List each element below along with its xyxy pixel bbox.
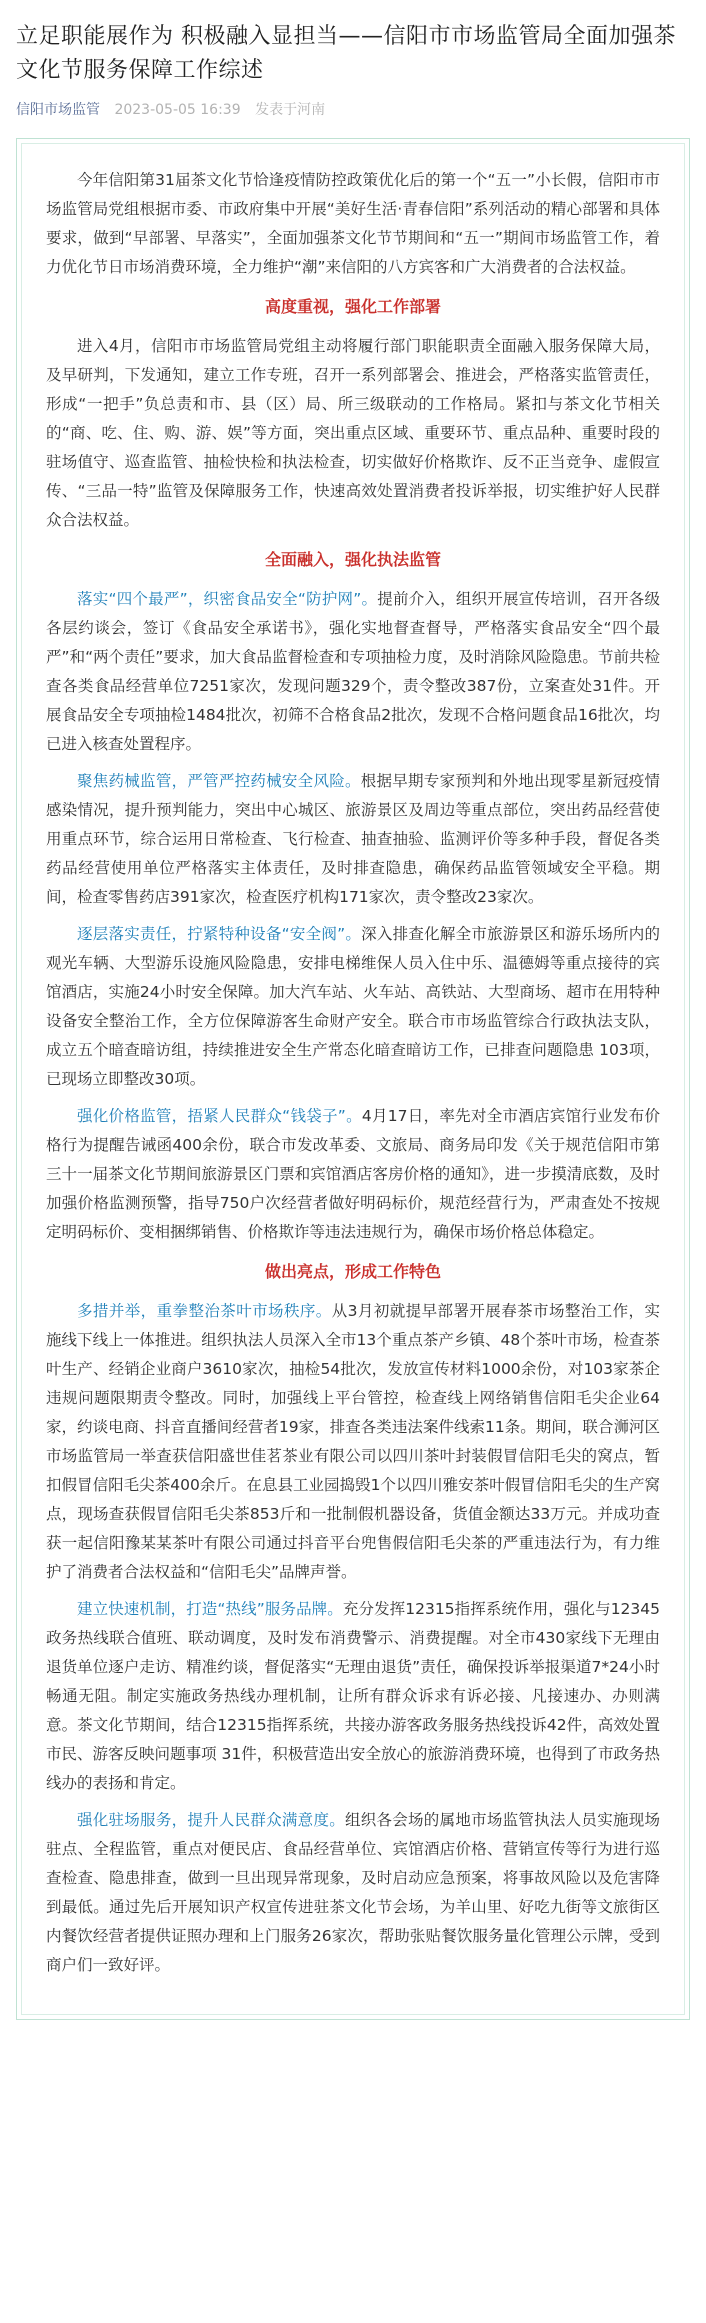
paragraph-text: 提前介入，组织开展宣传培训，召开各级各层约谈会，签订《食品安全承诺书》，强化实地督查督导，严格落实食品安全“四个最严”和“两个责任”要求，加大食品监督检查和专项抽检力度，及时消除风险隐患。节前共检查各类食品经营单位7251家次，发现问题329个，责令整改387份，立案查处31件。开展食品安全专项抽检1484批次，初筛不合格食品2批次，发现不合格问题食品16批次，均已进入核查处置程序。 <box>46 590 660 753</box>
paragraph-lead: 多措并举，重拳整治茶叶市场秩序。 <box>77 1302 332 1320</box>
paragraph-text: 从3月初就提早部署开展春茶市场整治工作，实施线下线上一体推进。组织执法人员深入全市13个重点茶产乡镇、48个茶叶市场，检查茶叶生产、经销企业商户3610家次，抽检54批次，发放宣传材料1000余份，对103家茶企违规问题限期责令整改。同时，加强线上平台管控，检查线上网络销售信阳毛尖企业64家，约谈电商、抖音直播间经营者19家，排查各类违法案件线索11条。期间，联合浉河区市场监管局一举查获信阳盛世佳茗茶业有限公司以四川茶叶封装假冒信阳毛尖的窝点，暂扣假冒信阳毛尖茶400余斤。在息县工业园捣毁1个以四川雅安茶叶假冒信阳毛尖的生产窝点，现场查获假冒信阳毛尖茶853斤和一批制假机器设备，货值金额达33万元。并成功查获一起信阳豫某某茶叶有限公司通过抖音平台兜售假信阳毛尖茶的严重违法行为，有力维护了消费者合法权益和“信阳毛尖”品牌声誉。 <box>46 1302 660 1581</box>
paragraph-text: 充分发挥12315指挥系统作用，强化与12345政务热线联合值班、联动调度，及时发布消费警示、消费提醒。对全市430家线下无理由退货单位逐户走访、精准约谈，督促落实“无理由退货”责任，确保投诉举报渠道7*24小时畅通无阻。制定实施政务热线办理机制，让所有群众诉求有诉必接、凡接速办、办则满意。茶文化节期间，结合12315指挥系统，共接办游客政务服务热线投诉42件，高效处置市民、游客反映问题事项 31件，积极营造出安全放心的旅游消费环境，也得到了市政务热线办的表扬和肯定。 <box>46 1600 660 1792</box>
paragraph-text: 组织各会场的属地市场监管执法人员实施现场驻点、全程监管，重点对便民店、食品经营单位、宾馆酒店价格、营销宣传等行为进行巡查检查、隐患排查，做到一旦出现异常现象，及时启动应急预案，将事故风险以及危害降到最低。通过先后开展知识产权宣传进驻茶文化节会场，为羊山里、好吃九街等文旅街区内餐饮经营者提供证照办理和上门服务26家次，帮助张贴餐饮服务量化管理公示牌，受到商户们一致好评。 <box>46 1811 660 1974</box>
body-paragraph <box>46 585 660 759</box>
paragraph-lead: 聚焦药械监管，严管严控药械安全风险。 <box>77 772 361 790</box>
paragraph-lead: 落实“四个最严”，织密食品安全“防护网”。 <box>77 590 378 608</box>
article-body <box>21 143 685 2015</box>
paragraph-text: 深入排查化解全市旅游景区和游乐场所内的观光车辆、大型游乐设施风险隐患，安排电梯维保人员入住中乐、温德姆等重点接待的宾馆酒店，实施24小时安全保障。加大汽车站、火车站、高铁站、大型商场、超市在用特种设备安全整治工作，全方位保障游客生命财产安全。联合市市场监管综合行政执法支队，成立五个暗查暗访组，持续推进安全生产常态化暗查暗访工作，已排查问题隐患 103项，已现场立即整改30项。 <box>46 925 660 1088</box>
section-heading: 全面融入，强化执法监管 <box>264 550 441 569</box>
paragraph-text: 根据早期专家预判和外地出现零星新冠疫情感染情况，提升预判能力，突出中心城区、旅游景区及周边等重点部位，突出药品经营使用重点环节，综合运用日常检查、飞行检查、抽查抽验、监测评价等多种手段，督促各类药品经营使用单位严格落实主体责任，及时排查隐患，确保药品监管领域安全平稳。期间，检查零售药店391家次，检查医疗机构171家次，责令整改23家次。 <box>46 772 660 906</box>
paragraph-text: 进入4月，信阳市市场监管局党组主动将履行部门职能职责全面融入服务保障大局，及早研判，下发通知，建立工作专班，召开一系列部署会、推进会，严格落实监管责任，形成“一把手”负总责和市、县（区）局、所三级联动的工作格局。紧扣与茶文化节相关的“商、吃、住、购、游、娱”等方面，突出重点区域、重要环节、重点品种、重要时段的驻场值守、巡查监管、抽检快检和执法检查，切实做好价格欺诈、反不正当竞争、虚假宣传、“三品一特”监管及保障服务工作，快速高效处置消费者投诉举报，切实维护好人民群众合法权益。 <box>46 337 660 529</box>
publish-time: 2023-05-05 16:39 <box>114 102 241 118</box>
article-body-frame <box>16 138 690 2020</box>
paragraph-lead: 建立快速机制，打造“热线”服务品牌。 <box>77 1600 343 1618</box>
intro-paragraph: 今年信阳第31届茶文化节恰逢疫情防控政策优化后的第一个“五一”小长假，信阳市市场监管局党组根据市委、市政府集中开展“美好生活·青春信阳”系列活动的精心部署和具体要求，做到“早部署、早落实”，全面加强茶文化节节期间和“五一”期间市场监管工作，着力优化节日市场消费环境，全力维护“潮”来信阳的八方宾客和广大消费者的合法权益。 <box>46 171 660 276</box>
paragraph-lead: 强化价格监管，捂紧人民群众“钱袋子”。 <box>77 1107 362 1125</box>
body-paragraph <box>46 1806 660 1980</box>
body-paragraph <box>46 920 660 1094</box>
body-paragraph <box>46 1102 660 1247</box>
publish-location: 发表于河南 <box>255 102 326 118</box>
article-meta <box>16 100 690 120</box>
section-heading: 高度重视，强化工作部署 <box>264 297 441 316</box>
article-title: 立足职能展作为 积极融入显担当——信阳市市场监管局全面加强茶文化节服务保障工作综述 <box>16 24 676 83</box>
account-name-link[interactable]: 信阳市场监管 <box>16 102 100 118</box>
paragraph-lead: 强化驻场服务，提升人民群众满意度。 <box>77 1811 345 1829</box>
section-heading: 做出亮点，形成工作特色 <box>264 1262 441 1281</box>
body-paragraph <box>46 332 660 535</box>
paragraph-text: 4月17日，率先对全市酒店宾馆行业发布价格行为提醒告诫函400余份，联合市发改革委、文旅局、商务局印发《关于规范信阳市第三十一届茶文化节期间旅游景区门票和宾馆酒店客房价格的通知》，进一步摸清底数，及时加强价格监测预警，指导750户次经营者做好明码标价，规范经营行为，严肃查处不按规定明码标价、变相捆绑销售、价格欺诈等违法违规行为，确保市场价格总体稳定。 <box>46 1107 660 1241</box>
body-paragraph <box>46 1595 660 1798</box>
paragraph-lead: 逐层落实责任，拧紧特种设备“安全阀”。 <box>77 925 362 943</box>
article-header <box>0 0 706 120</box>
body-paragraph <box>46 1297 660 1587</box>
body-paragraph <box>46 767 660 912</box>
